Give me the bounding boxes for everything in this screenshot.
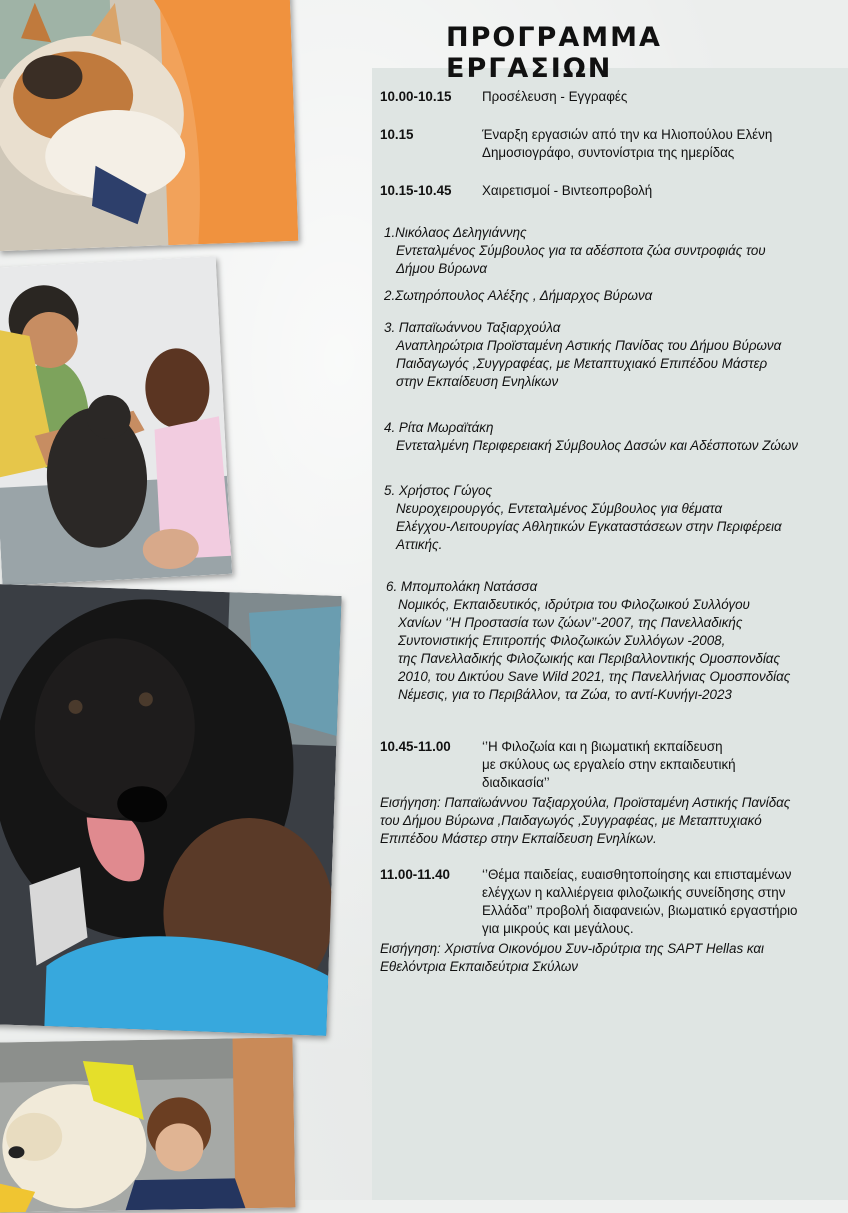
speaker-name: 1.Νικόλαος Δεληγιάννης xyxy=(384,225,527,240)
children-with-cat-photo xyxy=(0,256,232,586)
speaker-entry xyxy=(380,482,840,578)
speaker-role: Νευροχειρουργός, Εντεταλμένος Σύμβουλος για θέματα xyxy=(396,501,723,516)
program-content xyxy=(380,88,840,976)
speaker-entry xyxy=(380,419,840,482)
session-row xyxy=(380,738,840,792)
child-with-dog-photo xyxy=(0,1037,295,1212)
speaker-name: 2.Σωτηρόπουλος Αλέξης , Δήμαρχος Βύρωνα xyxy=(384,288,653,303)
speaker-name: 3. Παπαϊωάννου Ταξιαρχούλα xyxy=(384,320,561,335)
session-time: 10.45-11.00 xyxy=(380,739,451,754)
speaker-role: Δήμου Βύρωνα xyxy=(396,261,488,276)
speaker-role: Παιδαγωγός ,Συγγραφέας, με Μεταπτυχιακό Επιπέδου Μάστερ xyxy=(396,356,768,371)
speaker-name: 5. Χρήστος Γώγος xyxy=(384,483,492,498)
speaker-role: Νομικός, Εκπαιδευτικός, ιδρύτρια του Φιλοζωικού Συλλόγου xyxy=(398,597,750,612)
program-time: 10.00-10.15 xyxy=(380,89,452,104)
program-row xyxy=(380,182,840,224)
speaker-role: Εντεταλμένη Περιφερειακή Σύμβουλος Δασών και Αδέσποτων Ζώων xyxy=(396,438,798,453)
speaker-role: Συντονιστικής Επιτροπής Φιλοζωικών Συλλόγων -2008, xyxy=(398,633,726,648)
speaker-role: Νέμεσις, για το Περιβάλλον, τα Ζώα, το αντί-Κυνήγι-2023 xyxy=(398,687,732,702)
program-row xyxy=(380,88,840,126)
session-title: ‘’Η Φιλοζωία και η βιωματική εκπαίδευση με σκύλους ως εργαλείο στην εκπαιδευτική διαδικασία’’ xyxy=(482,739,736,790)
speaker-role: Αναπληρώτρια Προϊσταμένη Αστικής Πανίδας του Δήμου Βύρωνα xyxy=(396,338,782,353)
program-desc: Χαιρετισμοί - Βιντεοπροβολή xyxy=(482,183,653,198)
page-title: ΠΡΟΓΡΑΜΜΑ ΕΡΓΑΣΙΩΝ xyxy=(446,22,662,84)
speaker-role: στην Εκπαίδευση Ενηλίκων xyxy=(396,374,559,389)
program-row xyxy=(380,126,840,182)
session-intro: Εισήγηση: Χριστίνα Οικονόμου Συν-ιδρύτρια της SAPT Hellas και Εθελόντρια Εκπαιδεύτρια Σκύλων xyxy=(380,941,765,974)
cat-photo xyxy=(0,0,298,251)
speaker-entry xyxy=(380,578,840,738)
session-intro: Εισήγηση: Παπαϊωάννου Ταξιαρχούλα, Προϊσταμένη Αστικής Πανίδας του Δήμου Βύρωνα ,Παιδαγωγός ,Συγγραφέας, με Μεταπτυχιακό Επιπέδου Μάστερ στην Εκπαίδευση Ενηλίκων. xyxy=(380,795,791,846)
speaker-name: 6. Μπομπολάκη Νατάσσα xyxy=(386,579,538,594)
speaker-role: 2010, του Δικτύου Save Wild 2021, της Πανελλήνιας Ομοσπονδίας xyxy=(398,669,791,684)
speaker-entry xyxy=(380,287,840,319)
speaker-role: της Πανελλαδικής Φιλοζωικής και Περιβαλλοντικής Ομοσπονδίας xyxy=(398,651,780,666)
session-row xyxy=(380,866,840,938)
program-desc: Προσέλευση - Εγγραφές xyxy=(482,89,628,104)
program-time: 10.15 xyxy=(380,127,414,142)
program-desc: Έναρξη εργασιών από την κα Ηλιοπούλου Ελένη Δημοσιογράφο, συντονίστρια της ημερίδας xyxy=(482,127,773,160)
session-title: ‘’Θέμα παιδείας, ευαισθητοποίησης και επισταμένων ελέγχων η καλλιέργεια φιλοζωικής συνείδησης στην Ελλάδα’’ προβολή διαφανειών, βιωματικό εργαστήριο για μικρούς και μεγάλους. xyxy=(482,867,798,936)
speaker-name: 4. Ρίτα Μωραϊτάκη xyxy=(384,420,494,435)
speaker-role: Αττικής. xyxy=(396,537,443,552)
black-dog-photo xyxy=(0,584,342,1036)
program-time: 10.15-10.45 xyxy=(380,183,452,198)
speaker-role: Ελέγχου-Λειτουργίας Αθλητικών Εγκαταστάσεων στην Περιφέρεια xyxy=(396,519,782,534)
speaker-entry xyxy=(380,319,840,419)
speaker-role: Χανίων ‘’Η Προστασία των ζώων’’-2007, της Πανελλαδικής xyxy=(398,615,743,630)
speaker-entry xyxy=(380,224,840,287)
session-time: 11.00-11.40 xyxy=(380,867,450,882)
speaker-role: Εντεταλμένος Σύμβουλος για τα αδέσποτα ζώα συντροφιάς του xyxy=(396,243,766,258)
